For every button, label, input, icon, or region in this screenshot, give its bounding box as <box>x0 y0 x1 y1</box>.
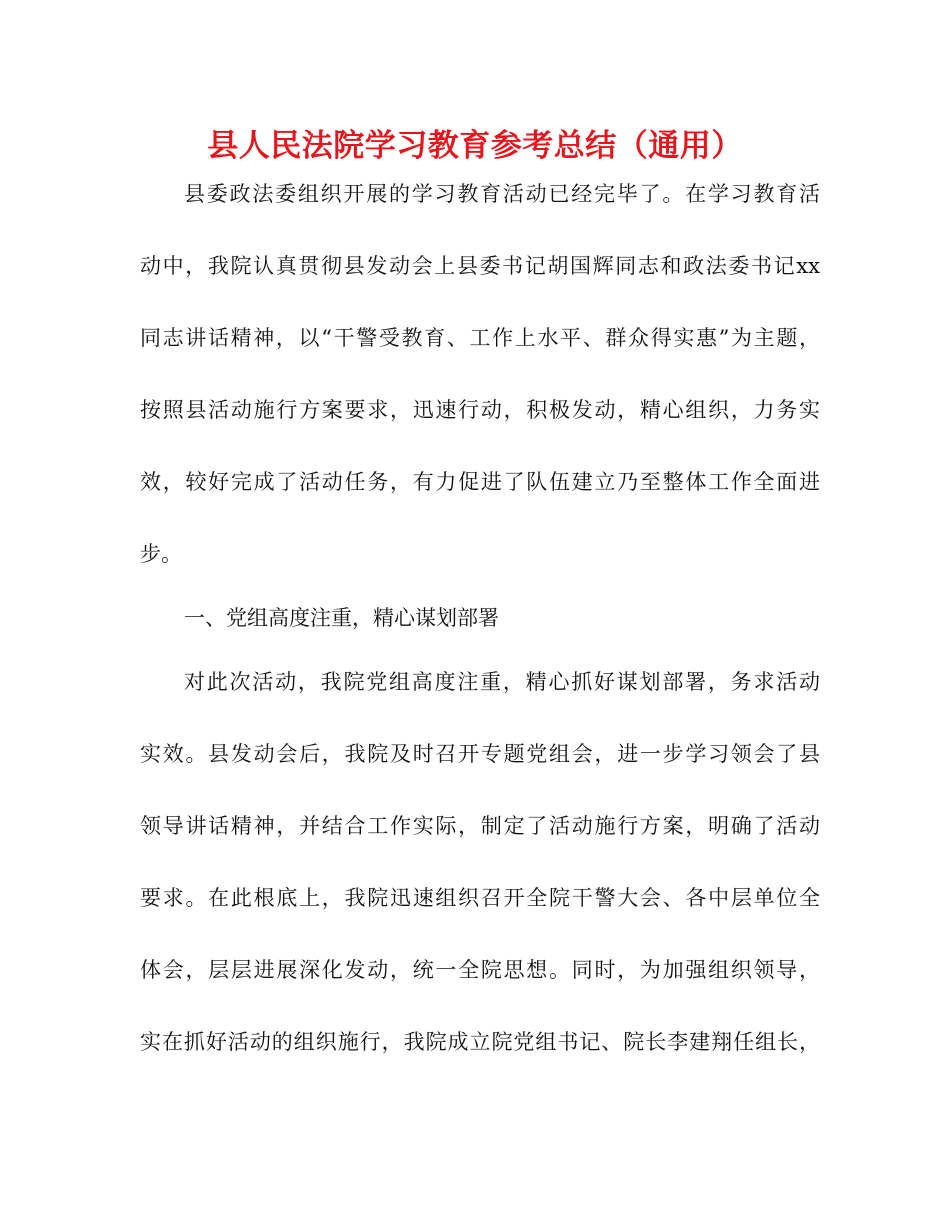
paragraph-line: 效，较好完成了活动任务，有力促进了队伍建立乃至整体工作全面进 <box>140 470 820 494</box>
paragraph-line: 步。 <box>140 542 182 566</box>
paragraph-line: 体会，层层进展深化发动，统一全院思想。同时，为加强组织领导， <box>140 958 820 982</box>
paragraph-line: 县委政法委组织开展的学习教育活动已经完毕了。在学习教育活 <box>184 182 820 206</box>
section-heading: 一、党组高度注重，精心谋划部署 <box>184 606 499 630</box>
paragraph-line: 领导讲话精神，并结合工作实际，制定了活动施行方案，明确了活动 <box>140 814 820 838</box>
paragraph-line: 同志讲话精神，以“干警受教育、工作上水平、群众得实惠”为主题， <box>140 326 820 350</box>
paragraph-line: 实效。县发动会后，我院及时召开专题党组会，进一步学习领会了县 <box>140 742 820 766</box>
paragraph-line: 对此次活动，我院党组高度注重，精心抓好谋划部署，务求活动 <box>184 670 820 694</box>
paragraph-line: 要求。在此根底上，我院迅速组织召开全院干警大会、各中层单位全 <box>140 886 820 910</box>
paragraph-line: 按照县活动施行方案要求，迅速行动，积极发动，精心组织，力务实 <box>140 398 820 422</box>
paragraph-line: 实在抓好活动的组织施行，我院成立院党组书记、院长李建翔任组长， <box>140 1030 820 1054</box>
document-title: 县人民法院学习教育参考总结（通用） <box>207 128 743 164</box>
paragraph-line: 动中，我院认真贯彻县发动会上县委书记胡国辉同志和政法委书记xx <box>140 254 820 278</box>
